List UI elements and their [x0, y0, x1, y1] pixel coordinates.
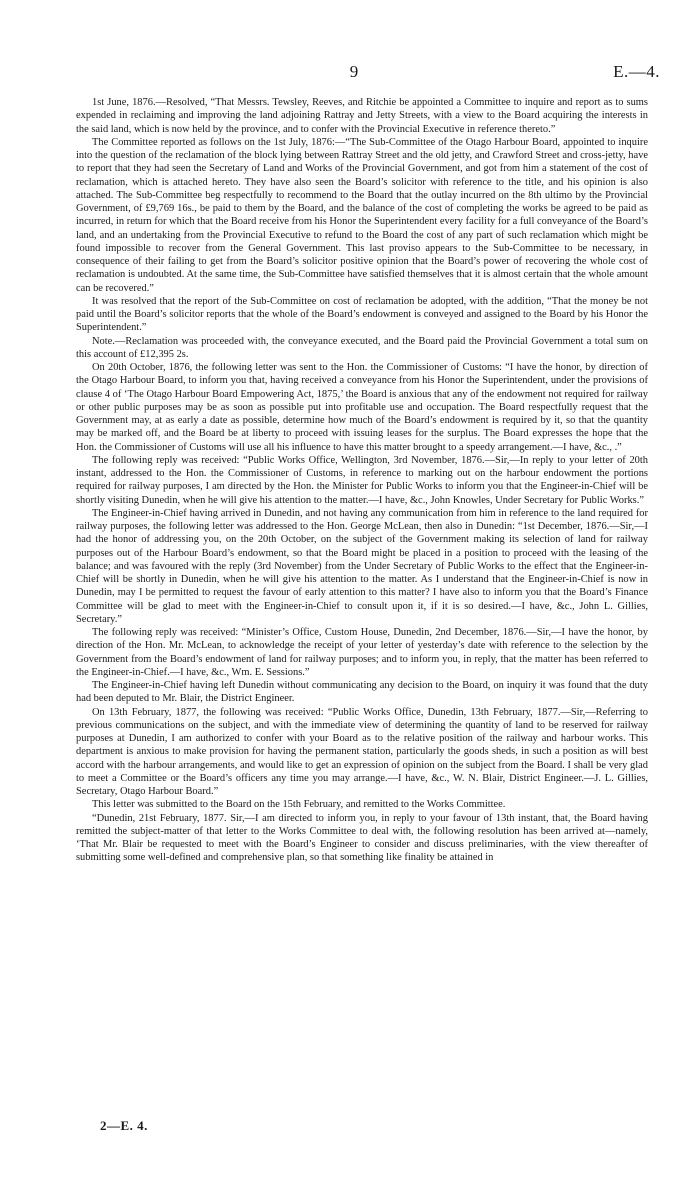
- paragraph-reply-21-feb: “Dunedin, 21st February, 1877. Sir,—I am directed to inform you, in reply to your favour of 13th instant, that, the Board having remitted the subject-matter of that letter to the Works Committee to deal with, the following resolution has been arrived at—namely, ‘That Mr. Blair be requested to meet with the Board’s Engineer to consider and discuss preliminaries, with the view thereafter of submitting some well-defined and comprehensive plan, so that something like finality be attained in: [76, 812, 648, 864]
- paragraph-reply-ministers-office: The following reply was received: “Minister’s Office, Custom House, Dunedin, 2nd December, 1876.—Sir,—I have the honor, by direction of the Hon. Mr. McLean, to acknowledge the receipt of your letter of yesterday’s date with reference to the selection by the Government from the Board’s endowment of land for railway purposes; and to inform you, in reply, that the matter has been referred to the Engineer-in-Chief.—I have, &c., Wm. E. Sessions.”: [76, 627, 648, 678]
- page-header: [0, 62, 700, 86]
- paragraph-resolution: 1st June, 1876.—Resolved, “That Messrs. Tewsley, Reeves, and Ritchie be appointed a Committee to inquire and report as to sums expended in reclaiming and improving the land adjoining Rattray and Jetty Streets, with a view to the Board acquiring the interests in the said land, which is now held by the province, and to confer with the Provincial Executive in reference thereto.”: [76, 97, 648, 135]
- paragraph-committee-report: The Committee reported as follows on the 1st July, 1876:—“The Sub-Committee of the Otago Harbour Board, appointed to inquire into the question of the reclamation of the block lying between Rattray Street and the old jetty, and Crawford Street and cross-jetty, have to report that they had seen the Secretary of Land and Works of the Provincial Government, and got from him a statement of the cost of reclamation, which is attached hereto. They have also seen the Board’s solicitor with reference to the title, and his opinion is also attached. The Sub-Committee beg respectfully to recommend to the Board that the outlay incurred on the 8th ultimo by the Provincial Government, of £9,769 16s., be paid to them by the Board, and the balance of the cost of completing the works be agreed to be paid as incurred, in return for which that the Board receive from his Honor the Superintendent every facility for a full conveyance of the Board’s land, and an undertaking from the Provincial Executive to refund to the Board the cost of any part of such reclamation which might be found impossible to recover from the General Government. This last proviso appears to the Sub-Committee to be necessary, in consequence of their failing to get from the Board’s solicitor positive opinion that the Board’s power of recovering the whole cost of reclamation is undoubted. At the same time, the Sub-Committee have satisfied themselves that it is almost certain that the whole amount can be recovered.”: [76, 136, 648, 294]
- paragraph-letter-commissioner: On 20th October, 1876, the following letter was sent to the Hon. the Commissioner of Customs: “I have the honor, by direction of the Otago Harbour Board, to inform you that, having received a conveyance from his Honor the Superintendent, under the provisions of clause 4 of ‘The Otago Harbour Board Empowering Act, 1875,’ the Board is anxious that any of the endowment not required for railway or other public purposes may be as soon as possible put into profitable use and occupation. The Board respectfully request that the Government may, at as early a date as possible, determine how much of the Board’s endowment is required by it, so that the quantity may be marked off, and the Board be at liberty to proceed with issuing leases for the surplus. The Board expresses the hope that the Hon. the Commissioner of Customs will use all his influence to have this matter brought to a speedy arrangement.—I have, &c., .”: [76, 362, 648, 453]
- paragraph-engineer-left: The Engineer-in-Chief having left Dunedin without communicating any decision to the Board, on inquiry it was found that the duty had been deputed to Mr. Blair, the District Engineer.: [76, 680, 648, 705]
- report-reference: E.—4.: [613, 62, 660, 81]
- paragraph-note: Note.—Reclamation was proceeded with, the conveyance executed, and the Board paid the Provincial Government a total sum on this account of £12,395 2s.: [76, 335, 648, 360]
- paragraph-report-adopted: It was resolved that the report of the Sub-Committee on cost of reclamation be adopted, with the addition, “That the money be not paid until the Board’s solicitor reports that the whole of the Board’s endowment is conveyed and assigned to the Board by his Honor the Superintendent.”: [76, 295, 648, 334]
- page-number: 9: [349, 62, 359, 81]
- document-body: [76, 96, 648, 865]
- paragraph-reply-public-works: The following reply was received: “Public Works Office, Wellington, 3rd November, 1876.—Sir,—In reply to your letter of 20th instant, addressed to the Hon. the Commissioner of Customs, in reference to marking out on the harbour endowment the portions required for railway purposes, I am directed by the Hon. the Minister for Public Works to inform you that the Engineer-in-Chief will be shortly visiting Dunedin, when he will give his attention to the matter.—I have, &c., John Knowles, Under Secretary for Public Works.”: [76, 454, 648, 506]
- paragraph-submitted: This letter was submitted to the Board on the 15th February, and remitted to the Works Committee.: [92, 799, 506, 811]
- paragraph-blair-letter: On 13th February, 1877, the following was received: “Public Works Office, Dunedin, 13th February, 1877.—Sir,—Referring to previous communications on the subject, and with the immediate view of determining the quantity of land to be reserved for railway purposes at Dunedin, I am authorized to confer with your Board as to the relative position of the railway and harbour works. This department is anxious to make provision for having the permanent station, particularly the goods sheds, in such a position as will best accord with the harbour arrangements, and would like to get an expression of opinion on the subject from the Board. I shall be very glad to meet a Committee or the Board’s officers any time you may arrange.—I have, &c., W. N. Blair, District Engineer.—J. L. Gillies, Secretary, Otago Harbour Board.”: [76, 706, 648, 797]
- paragraph-letter-mclean: The Engineer-in-Chief having arrived in Dunedin, and not having any communication from him in reference to the land required for railway purposes, the following letter was addressed to the Hon. George McLean, then also in Dunedin: “1st December, 1876.—Sir,—I had the honor of addressing you, on the 20th October, on the subject of the Government making its selection of land for railway purposes out of the Harbour Board’s endowment, so that the Board might be placed in a position to proceed with the leasing of the balance; and was favoured with the reply (3rd November) from the Under Secretary of Public Works to the effect that the Engineer-in-Chief will be shortly in Dunedin, when he will give his attention to the matter. As I understand that the Engineer-in-Chief is now in Dunedin, may I be permitted to request the favour of early attention to this matter? I have also to inform you that the Board’s Finance Committee will be glad to meet with the Engineer-in-Chief to consult upon it, if it is so desired.—I have, &c., John L. Gillies, Secretary.”: [76, 507, 648, 625]
- signature-mark: 2—E. 4.: [100, 1118, 148, 1133]
